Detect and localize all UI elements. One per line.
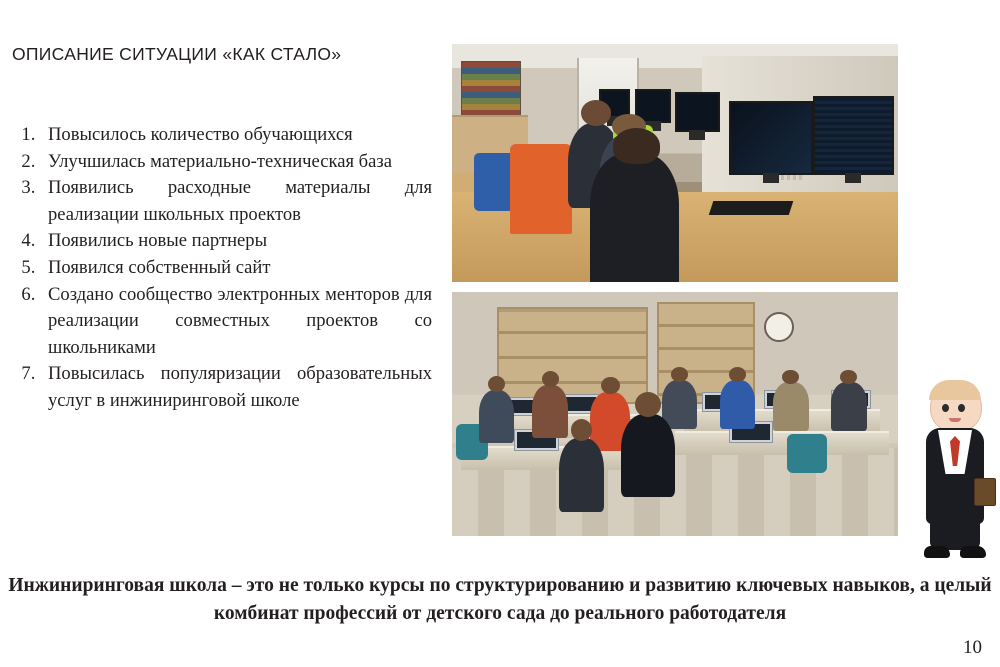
points-list xyxy=(8,122,432,415)
points-list-block xyxy=(8,122,432,415)
list-item-text: 7. Повысилась популяризации образовательных услуг в инжиниринговой школе xyxy=(48,363,432,411)
list-item xyxy=(40,361,432,414)
list-item xyxy=(40,175,432,228)
list-item-text: 4. Появились новые партнеры xyxy=(48,230,268,252)
list-item xyxy=(40,282,432,362)
photo-classroom-laptops xyxy=(452,292,898,536)
list-item-text: 2. Улучшилась материально-техническая база xyxy=(48,150,392,172)
boss-baby-mascot xyxy=(916,382,994,558)
page-number: 10 xyxy=(963,637,982,658)
list-item-text: 6. Создано сообщество электронных менторов для реализации совместных проектов со школьниками xyxy=(48,283,432,358)
photo-computer-lab xyxy=(452,44,898,282)
footer-statement: Инжиниринговая школа – это не только курсы по структурированию и развитию ключевых навыков, а целый комбинат профессий от детского сада до реального работодателя xyxy=(8,575,992,624)
list-item-text: 3. Появились расходные материалы для реализации школьных проектов xyxy=(48,177,432,225)
list-item xyxy=(40,122,432,149)
list-item-text: 1. Повысилось количество обучающихся xyxy=(48,124,353,145)
list-item xyxy=(40,228,432,255)
list-item xyxy=(40,255,432,282)
page-title: ОПИСАНИЕ СИТУАЦИИ «КАК СТАЛО» xyxy=(12,44,342,64)
list-item xyxy=(40,149,432,176)
list-item-text: 5. Появился собственный сайт xyxy=(48,256,271,278)
